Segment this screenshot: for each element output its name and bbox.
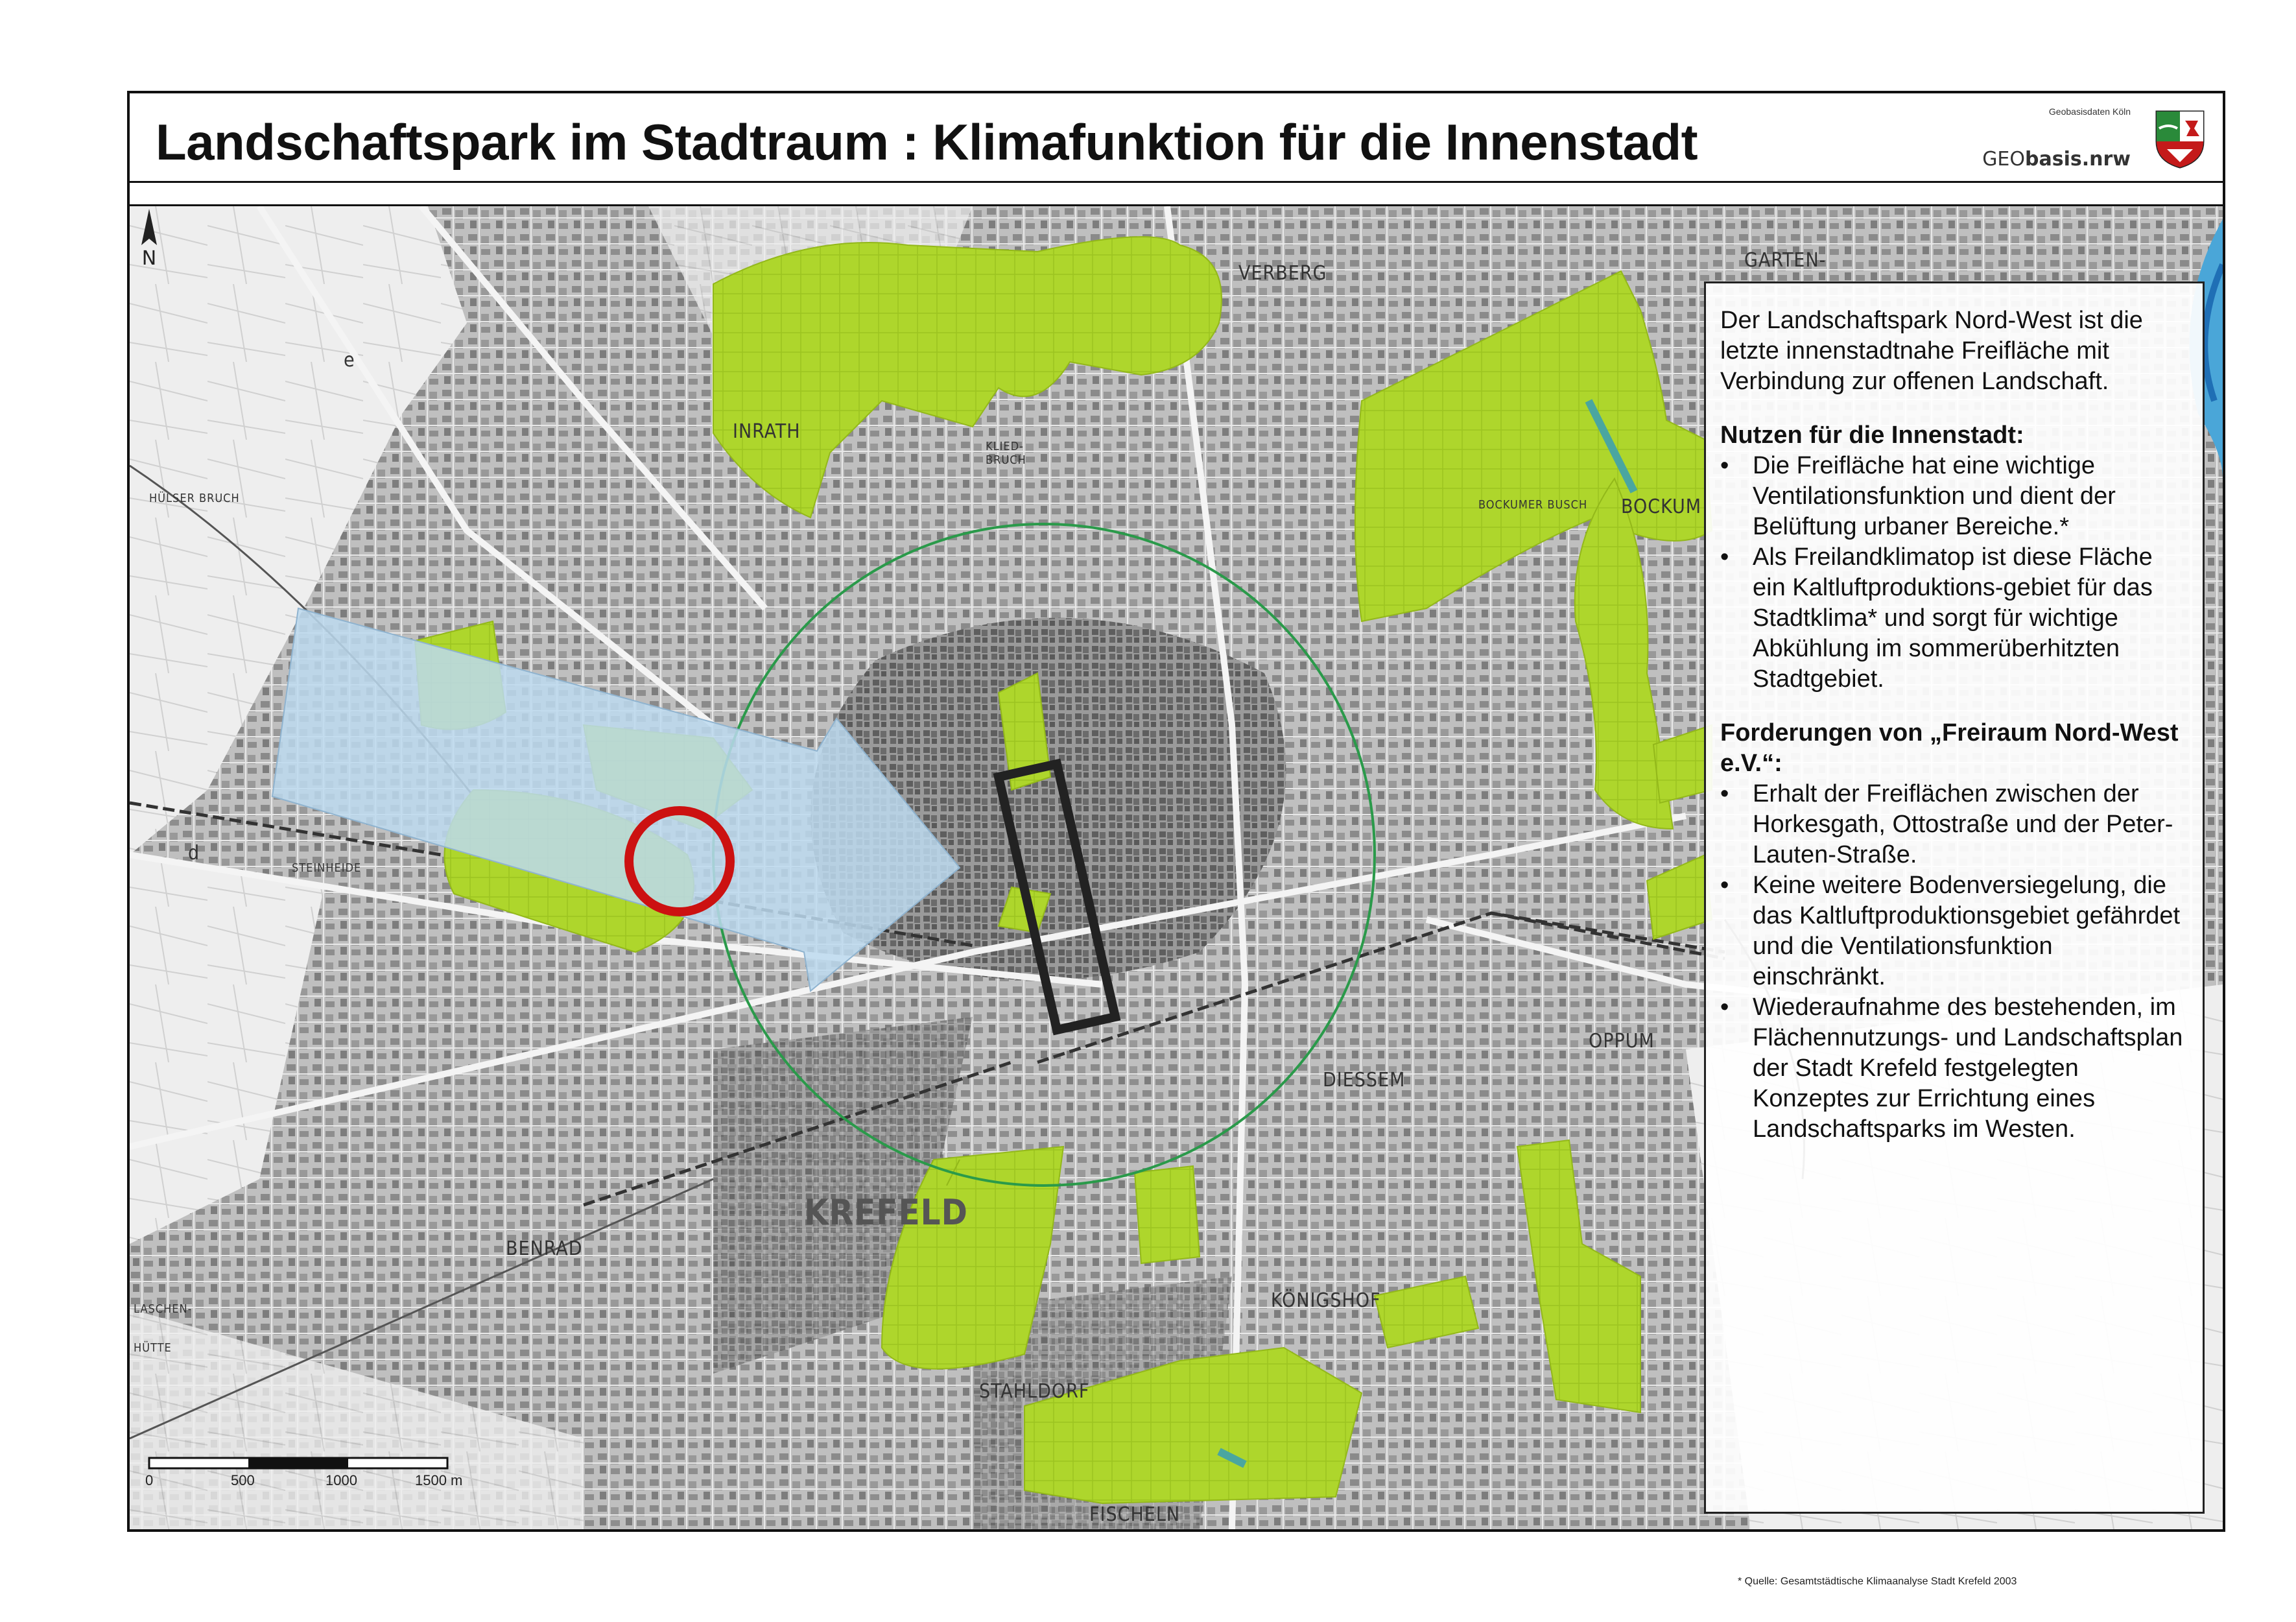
info-panel [1704, 281, 2205, 1514]
place-label-diessem: DIESSEM [1323, 1069, 1406, 1091]
logo-text [1982, 148, 2131, 171]
info-intro: Der Landschaftspark Nord-West ist die letzte innenstadtnahe Freifläche mit Verbindung zur offenen Landschaft. [1720, 307, 2143, 395]
demand-item: • Erhalt der Freiflächen zwischen der Horkesgath, Ottostraße und der Peter-Lauten-Straße. [1753, 779, 2190, 870]
place-label-oppum: OPPUM [1589, 1030, 1655, 1053]
map-sheet-letter-d: d [188, 842, 200, 865]
scale-label: 0 [145, 1472, 154, 1488]
demand-item: • Wiederaufnahme des bestehenden, im Flächennutzungs- und Landschaftsplan der Stadt Krefeld festgelegten Konzeptes zur Errichtung eines Landschaftsparks im Westen. [1753, 992, 2190, 1145]
place-label-inrath: INRATH [733, 420, 801, 443]
page-title: Landschaftspark im Stadtraum : Klimafunktion für die Innenstadt [156, 113, 1698, 171]
logo-caption: Geobasisdaten Köln [2048, 106, 2131, 117]
scale-label: 1000 [325, 1472, 357, 1488]
scale-bar [143, 1455, 467, 1507]
logo-brand-prefix: GEO [1982, 148, 2026, 171]
place-label-kliedbruch: KLIED- BRUCH [986, 440, 1026, 467]
scale-label: 500 [231, 1472, 255, 1488]
place-label-huelser-bruch: HÜLSER BRUCH [149, 492, 240, 505]
scale-labels [143, 1472, 467, 1492]
map-sheet-letter-e: e [344, 349, 355, 372]
scale-label: 1500 m [415, 1472, 463, 1488]
benefits-heading: Nutzen für die Innenstadt: [1720, 422, 2024, 449]
place-label-verberg: VERBERG [1238, 262, 1327, 285]
source-strip [130, 183, 2223, 206]
benefits-list [1720, 451, 2190, 695]
place-label-benrad: BENRAD [506, 1237, 583, 1260]
place-label-garten: GARTEN- [1744, 249, 1827, 272]
scale-bar-graphic [143, 1455, 467, 1472]
place-label-huette: HÜTTE [134, 1341, 172, 1355]
nrw-crest-icon [2154, 109, 2206, 169]
place-label-krefeld: KREFELD [804, 1192, 968, 1233]
benefit-item: • Die Freifläche hat eine wichtige Ventilationsfunktion und dient der Belüftung urbaner Bereiche.* [1753, 451, 2190, 542]
map-sheet [127, 91, 2225, 1532]
place-label-bockum: BOCKUM [1621, 495, 1702, 518]
place-label-bockumer-busch: BOCKUMER BUSCH [1478, 498, 1588, 512]
demands-list [1720, 779, 2190, 1145]
place-label-steinheide: STEINHEIDE [292, 861, 362, 875]
place-label-koenigshof: KÖNIGSHOF [1271, 1289, 1381, 1312]
logo-brand-suffix: basis.nrw [2025, 148, 2131, 171]
geobasis-logo [1975, 102, 2208, 175]
title-bar [130, 93, 2223, 183]
place-label-stahldorf: STAHLDORF [979, 1380, 1090, 1403]
north-arrow-icon [130, 206, 169, 284]
benefit-item: • Als Freilandklimatop ist diese Fläche ein Kaltluftproduktions-gebiet für das Stadtklima* und sorgt für wichtige Abkühlung im sommerüberhitzten Stadtgebiet. [1753, 542, 2190, 695]
north-label: N [141, 247, 157, 270]
demands-heading: Forderungen von „Freiraum Nord-West e.V.“: [1720, 719, 2179, 777]
footnote: * Quelle: Gesamtstädtische Klimaanalyse Stadt Krefeld 2003 [1738, 1576, 2017, 1587]
map-canvas[interactable] [130, 206, 2223, 1529]
place-label-fischeln: FISCHELN [1089, 1503, 1181, 1526]
demand-item: • Keine weitere Bodenversiegelung, die das Kaltluftproduktionsgebiet gefährdet und die Ventilationsfunktion einschränkt. [1753, 870, 2190, 992]
place-label-laschen: LASCHEN- [134, 1302, 193, 1316]
